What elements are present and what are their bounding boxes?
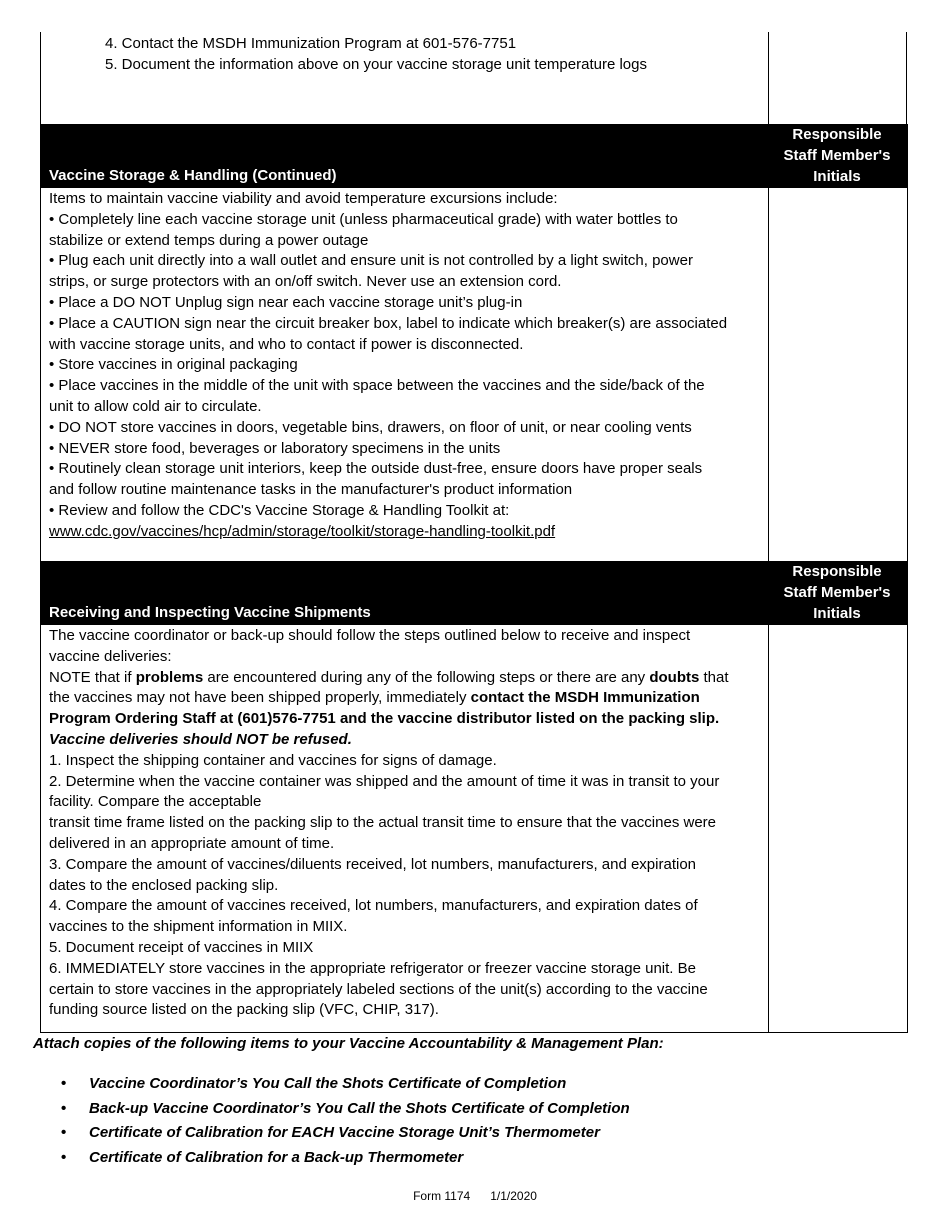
list-item: • Back-up Vaccine Coordinator’s You Call the Shots Certificate of Completion (0, 1099, 630, 1124)
list-item: • Certificate of Calibration for EACH Vaccine Storage Unit’s Thermometer (0, 1123, 630, 1148)
text-line: • Routinely clean storage unit interiors, keep the outside dust-free, ensure doors have proper seals (49, 460, 703, 478)
text-line: stabilize or extend temps during a power outage (49, 231, 369, 249)
list-item: 4. Contact the MSDH Immunization Program at 601-576-7751 (105, 35, 517, 52)
text-line: 4. Compare the amount of vaccines received, lot numbers, manufacturers, and expiration dates of (49, 897, 698, 915)
text-line: • DO NOT store vaccines in doors, vegetable bins, drawers, on floor of unit, or near cooling vents (49, 418, 692, 436)
text-line: vaccines to the shipment information in MIIX. (49, 918, 348, 936)
initials-header: Responsible Staff Member's Initials (783, 126, 891, 185)
text-line: certain to store vaccines in the appropriately labeled sections of the unit(s) according to the vaccine (49, 980, 708, 998)
text-line: transit time frame listed on the packing slip to the actual transit time to ensure that the vaccines were (49, 814, 716, 832)
text-line: 3. Compare the amount of vaccines/diluents received, lot numbers, manufacturers, and expiration (49, 855, 697, 873)
text-line: The vaccine coordinator or back-up should follow the steps outlined below to receive and inspect (49, 627, 691, 644)
text-line: funding source listed on the packing slip (VFC, CHIP, 317). (49, 1001, 439, 1019)
text-line: • Plug each unit directly into a wall outlet and ensure unit is not controlled by a light switch, power (49, 252, 693, 270)
column-divider (768, 188, 769, 561)
receiving-header (40, 561, 908, 625)
text-line: • Place a CAUTION sign near the circuit breaker box, label to indicate which breaker(s) are associated (49, 314, 728, 332)
continuation-list (105, 34, 647, 76)
note-line: Program Ordering Staff at (601)576-7751 and the vaccine distributor listed on the packing slip. (49, 710, 720, 728)
text-line: delivered in an appropriate amount of time. (49, 834, 335, 852)
text-line: 5. Document receipt of vaccines in MIIX (49, 938, 314, 956)
text-line: dates to the enclosed packing slip. (49, 876, 279, 894)
text-line: Items to maintain vaccine viability and avoid temperature excursions include: (49, 190, 558, 207)
text-line: • NEVER store food, beverages or laboratory specimens in the units (49, 439, 501, 457)
text-line: • Store vaccines in original packaging (49, 356, 298, 374)
receiving-title: Receiving and Inspecting Vaccine Shipments (49, 604, 371, 622)
bullet-icon: • (61, 1075, 67, 1092)
column-divider (768, 625, 769, 1032)
text-line: strips, or surge protectors with an on/off switch. Never use an extension cord. (49, 273, 562, 291)
text-line: • Completely line each vaccine storage unit (unless pharmaceutical grade) with water bottles to (49, 210, 678, 228)
bullet-icon: • (61, 1099, 67, 1117)
text-line: 2. Determine when the vaccine container was shipped and the amount of time it was in transit to your (49, 772, 720, 790)
cdc-toolkit-link[interactable]: www.cdc.gov/vaccines/hcp/admin/storage/toolkit/storage-handling-toolkit.pdf (49, 522, 556, 540)
attach-list (0, 1074, 630, 1173)
previous-section-continuation (40, 32, 907, 124)
storage-text (49, 189, 765, 543)
list-item: 5. Document the information above on your vaccine storage unit temperature logs (105, 55, 647, 73)
bullet-icon: • (61, 1149, 67, 1167)
note-line: the vaccines may not have been shipped properly, immediately contact the MSDH Immunization (49, 689, 700, 707)
column-divider (768, 32, 769, 124)
list-item: • Certificate of Calibration for a Back-up Thermometer (0, 1148, 630, 1173)
receiving-text (49, 626, 765, 1021)
form-number: Form 1174 (413, 1189, 471, 1203)
text-line: • Review and follow the CDC's Vaccine Storage & Handling Toolkit at: (49, 501, 510, 519)
text-line: and follow routine maintenance tasks in the manufacturer's product information (49, 481, 573, 499)
page-footer (0, 1189, 950, 1203)
storage-body (40, 188, 908, 561)
list-item: • Vaccine Coordinator’s You Call the Shots Certificate of Completion (0, 1074, 630, 1099)
text-line: • Place a DO NOT Unplug sign near each vaccine storage unit’s plug-in (49, 293, 523, 311)
text-line: 6. IMMEDIATELY store vaccines in the appropriate refrigerator or freezer vaccine storage unit. Be (49, 959, 696, 977)
text-line: vaccine deliveries: (49, 647, 172, 665)
form-date: 1/1/2020 (490, 1189, 537, 1203)
attach-heading: Attach copies of the following items to your Vaccine Accountability & Management Plan: (33, 1035, 664, 1052)
text-line: unit to allow cold air to circulate. (49, 397, 262, 415)
bullet-icon: • (61, 1124, 67, 1142)
text-line: • Place vaccines in the middle of the unit with space between the vaccines and the side/back of the (49, 377, 705, 395)
note-line: Vaccine deliveries should NOT be refused. (49, 730, 352, 748)
text-line: facility. Compare the acceptable (49, 793, 262, 811)
storage-header (40, 124, 908, 188)
receiving-body (40, 625, 908, 1033)
text-line: with vaccine storage units, and who to contact if power is disconnected. (49, 335, 524, 353)
initials-header: Responsible Staff Member's Initials (783, 563, 891, 622)
note-line: NOTE that if problems are encountered during any of the following steps or there are any doubts that (49, 668, 729, 686)
storage-title: Vaccine Storage & Handling (Continued) (49, 167, 337, 185)
text-line: 1. Inspect the shipping container and vaccines for signs of damage. (49, 751, 497, 769)
